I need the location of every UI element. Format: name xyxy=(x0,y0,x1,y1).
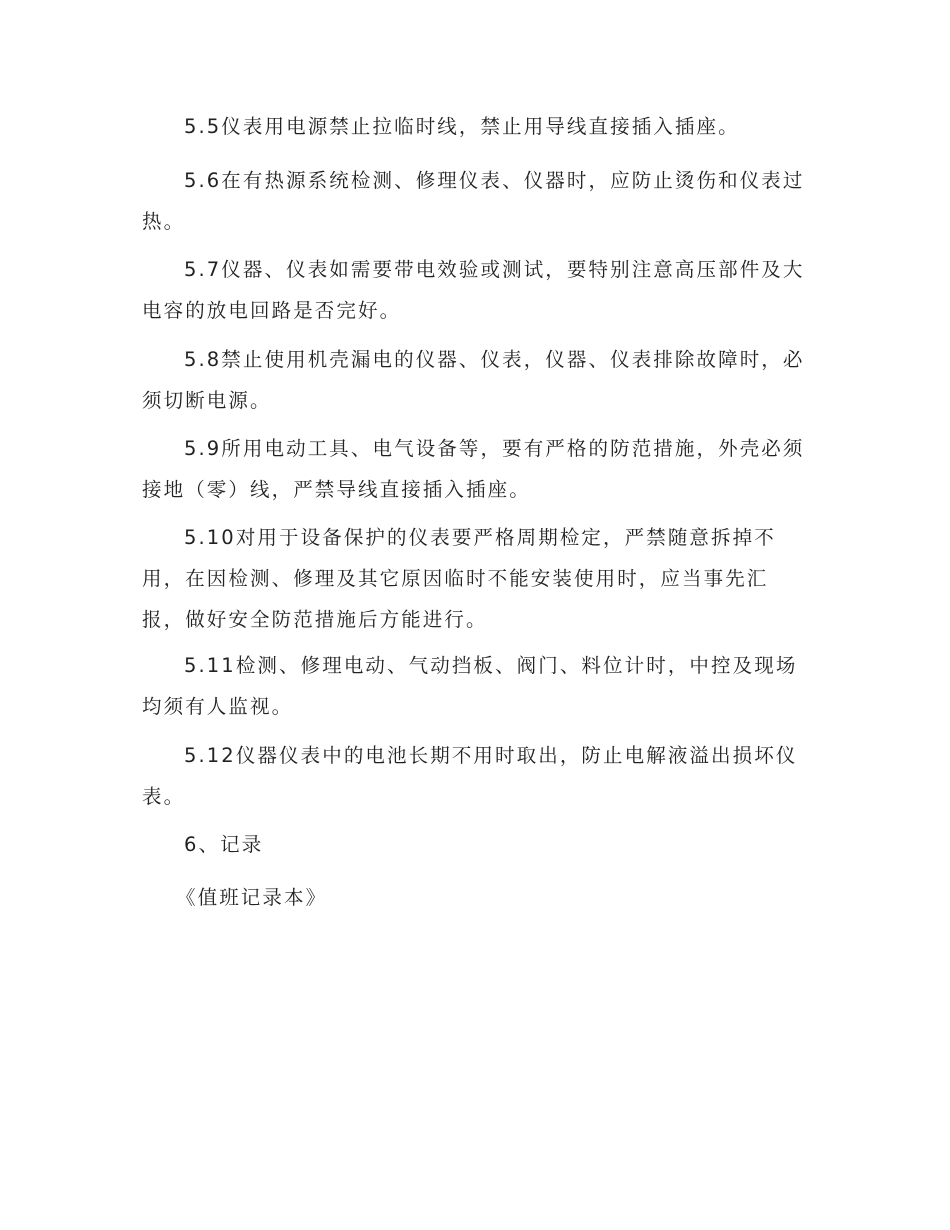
paragraph-5-10-line-3: 报，做好安全防范措施后方能进行。 xyxy=(142,608,488,631)
paragraph-5-10-line-1: 5.10对用于设备保护的仪表要严格周期检定，严禁随意拆掉不 xyxy=(184,526,776,549)
paragraph-5-5: 5.5仪表用电源禁止拉临时线，禁止用导线直接插入插座。 xyxy=(184,115,740,138)
section-heading: 6、记录 xyxy=(184,833,264,856)
paragraph-5-10 xyxy=(142,517,792,640)
paragraph-5-9: 5.9所用电动工具、电气设备等，要有严格的防范措施，外壳必须接地（零）线，严禁导线直接插入插座。 xyxy=(142,437,805,501)
paragraph-5-8: 5.8禁止使用机壳漏电的仪器、仪表，仪器、仪表排除故障时，必须切断电源。 xyxy=(142,348,805,412)
paragraph-5-7: 5.7仪器、仪表如需要带电效验或测试，要特别注意高压部件及大电容的放电回路是否完好。 xyxy=(142,258,805,322)
paragraph-5-12: 5.12仪器仪表中的电池长期不用时取出，防止电解液溢出损坏仪表。 xyxy=(142,744,798,808)
record-name: 《值班记录本》 xyxy=(176,886,328,909)
paragraph-5-11: 5.11检测、修理电动、气动挡板、阀门、料位计时，中控及现场均须有人监视。 xyxy=(142,654,798,718)
paragraph-5-10-line-2: 用，在因检测、修理及其它原因临时不能安装使用时，应当事先汇 xyxy=(142,567,769,590)
paragraph-5-6: 5.6在有热源系统检测、修理仪表、仪器时，应防止烫伤和仪表过热。 xyxy=(142,169,805,233)
